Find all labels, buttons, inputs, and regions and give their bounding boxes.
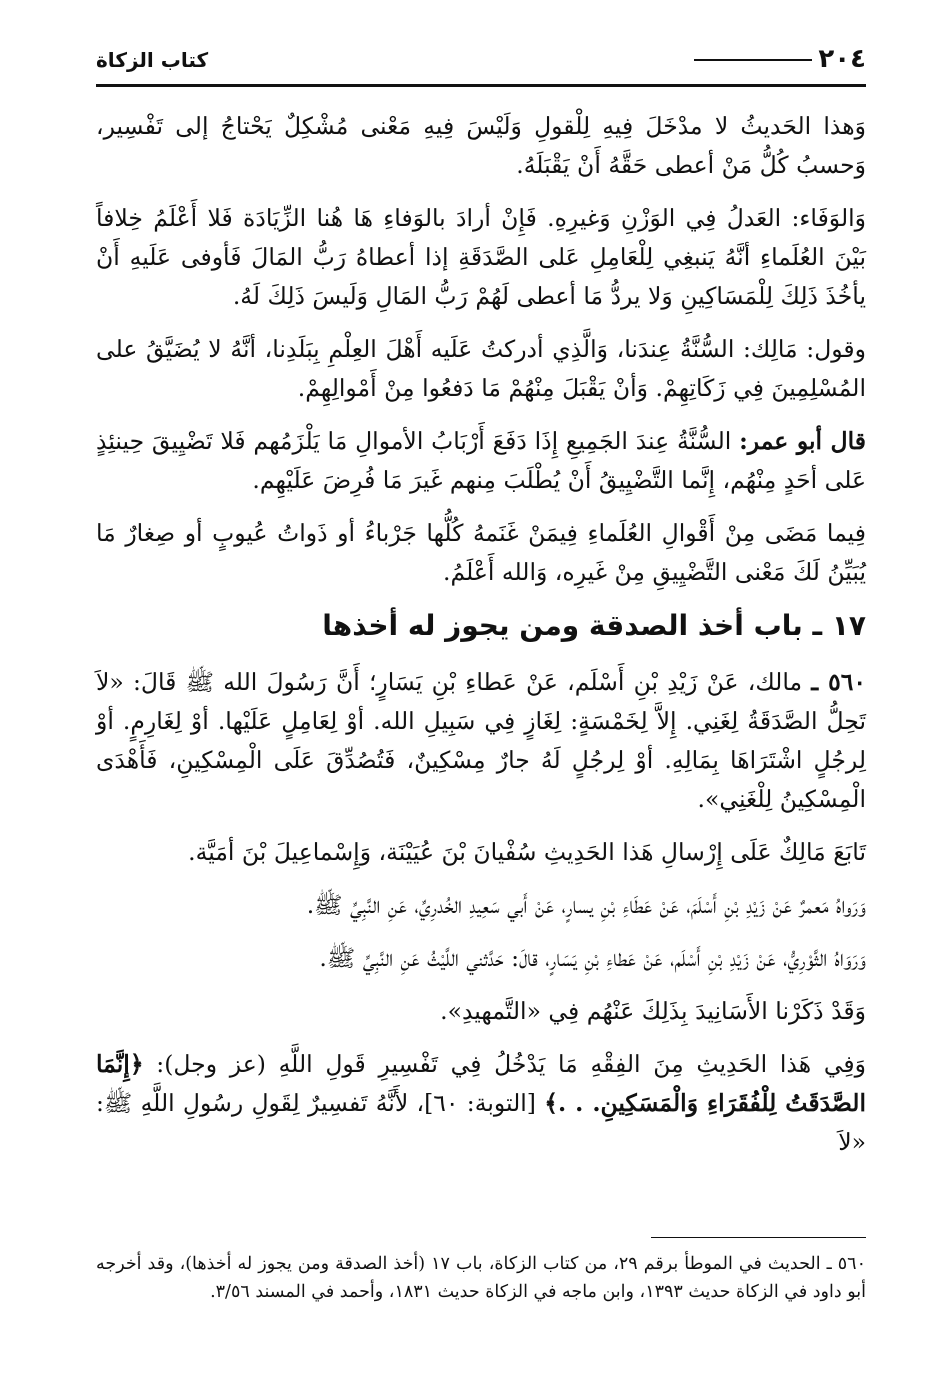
page-number: ٢٠٤ [694,44,866,74]
quran-quote: ﴿إِنَّمَا الصَّدَقَتُ لِلْفُقَرَاءِ وَالْمَسَكِينِ. . .﴾ [96,1050,867,1117]
paragraph-10 [96,1045,866,1162]
header-dash [694,59,812,61]
main-text [96,107,866,1162]
running-head [96,40,866,87]
paragraph-7: وَرَواهُ مَعمرٌ عَنْ زَيْدِ بْنِ أَسْلَمَ، عَنْ عَطَاءِ بْنِ يسارٍ، عَنْ أَبي سَعِيدِ الخُدرِيِّ، عَنِ النَّبِيِّ ﷺ. [306,891,866,919]
paragraph-6: تَابَعَ مَالِكٌ عَلَى إِرْسالِ هَذا الحَدِيثِ سُفْيانَ بْنَ عُيَيْنَة، وَإِسْماعِيلَ بْنَ أمَيَّة. [188,838,866,866]
book-page [96,40,866,1360]
paragraph-4 [96,422,866,500]
paragraph-10-end: [التوبة: ٦٠]، لأَنَّهُ تَفسِيرٌ لِقَولِ رسُولِ اللَّهِ ﷺ: «لاَ [96,1089,866,1156]
paragraph-5: فِيما مَضَى مِنْ أَقْوالِ العُلَماءِ فِيمَنْ غَنَمهُ كُلُّها جَرْباءُ أو ذَواتُ عُيوبٍ أو صِغارٌ مَا يُبَيِّنُ لَكَ مَعْنى التَّضْيِيقِ مِنْ غَيرِه، وَالله أَعْلَمُ. [96,519,866,586]
footnote-rule [651,1237,866,1238]
hadith-paragraph [96,663,866,819]
hadith-text: مالك، عَنْ زَيْدِ بْنِ أَسْلَم، عَنْ عَطاءِ بْنِ يَسَارٍ؛ أَنَّ رَسُولَ الله ﷺ قَالَ: «لاَ تَحِلُّ الصَّدَقَةُ لِغَنِي. إِلاَّ لِخَمْسَةٍ: لِغَازٍ فِي سَبِيلِ الله. أوْ لِعَامِلٍ عَلَيْها. أوْ لِغَارِمٍ. أوْ لِرجُلٍ اشْتَرَاهَا بِمَالِهِ. أوْ لِرجُلٍ لَهُ جارٌ مِسْكِينٌ، فَتُصُدِّقَ عَلَى الْمِسْكِينِ، فَأَهْدَى الْمِسْكِينُ لِلْغَنِي». [96,668,866,813]
paragraph-2: وَالوَفَاء: العَدلُ فِي الوَزْنِ وَغيرِهِ. فَإِنْ أرادَ بالوَفاءِ هَا هُنا الزِّيَادَة فَلا أَعْلَمُ خِلافاً بَيْنَ العُلَماءِ أنَّهُ يَنبغِي لِلْعَامِلِ عَلى الصَّدَقَةِ إذا أعطاهُ رَبُّ المَالَ فَأوفى عَلَيهِ أَنْ يأخُذَ ذَلِكَ لِلْمَسَاكِينِ وَلا يردُّ مَا أعطى لَهُمْ رَبُّ المَالِ وَلَيسَ ذَلِكَ لَهُ. [96,204,866,310]
hadith-number: ٥٦٠ ـ [811,668,866,696]
paragraph-9: وَقَدْ ذَكَرْنا الأَسَانِيدَ بِذَلِكَ عَنْهُم فِي «التَّمهيدِ». [440,997,866,1025]
paragraph-1: وَهذا الحَديثُ لا مدْخَلَ فِيهِ لِلْقولِ وَلَيْسَ فِيهِ مَعْنى مُشْكِلٌ يَحْتاجُ إلى تَفْسِير، وَحسبُ كُلُّ مَنْ أعطى حَقَّهُ أَنْ يَقْبَلَهُ. [96,112,866,179]
chapter-heading: ١٧ ـ باب أخذ الصدقة ومن يجوز له أخذها [322,609,866,642]
speaker-label: قال أبو عمر: [739,427,866,455]
footnote: ٥٦٠ ـ الحديث في الموطأ برقم ٢٩، من كتاب الزكاة، باب ١٧ (أخذ الصدقة ومن يجوز له أخذها)، وقد أخرجه أبو داود في الزكاة حديث ١٣٩٣، وابن ماجه في الزكاة حديث ١٨٣١، وأحمد في المسند ٣/٥٦. [96,1254,866,1302]
paragraph-4-text: السُّنَّةُ عِندَ الجَمِيعِ إِذَا دَفَعَ أَرْبَابُ الأموالِ مَا يَلْزَمُهم فَلا تَضْيِيقَ حِينئِذٍ عَلى أحَدٍ مِنْهُم، إِنَّما التَّضْيِيقُ أَنْ يُطْلَبَ مِنهم غَيرَ مَا فُرِضَ عَلَيْهِم. [96,427,866,494]
paragraph-8: وَرَوَاهُ الثَّوْرِيُّ، عَنْ زَيْدِ بْنِ أَسْلَم، عَنْ عَطاءِ بْنِ يَسَارٍ، قالَ: حَدَّثني اللَّيْثُ عَنِ النَّبِيِّ ﷺ. [319,944,866,972]
paragraph-3: وقول: مَالِك: السُّنَّةُ عِندَنا، وَالَّذِي أدركتُ عَلَيه أَهْلَ العِلْمِ بِبَلَدِنا، أنَّهُ لا يُضَيَّقُ على المُسْلِمِينَ فِي زَكَاتِهِمْ. وَأنْ يَقْبَلَ مِنْهُمْ مَا دَفعُوا مِنْ أَمْوالِهِمْ. [96,335,866,402]
book-title: كتاب الزكاة [96,48,209,72]
paragraph-10-start: وَفِي هَذا الحَدِيثِ مِنَ الفِقْهِ مَا يَدْخُلُ فِي تَفْسِيرِ قَولِ اللَّهِ (عز وجل): [143,1050,866,1078]
